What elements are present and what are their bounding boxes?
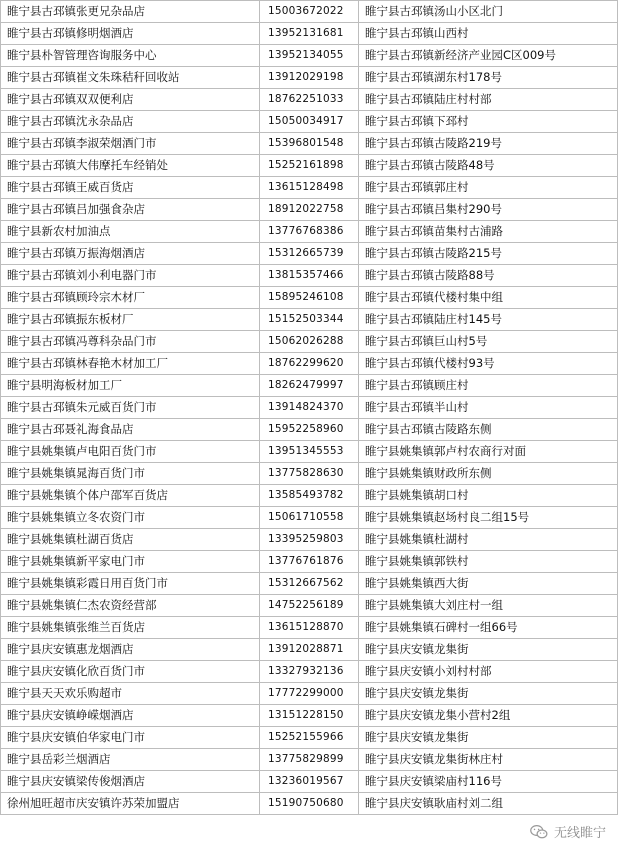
phone-cell: 15190750680 [260,793,359,815]
address-cell: 睢宁县古邳镇下邳村 [359,111,618,133]
phone-cell: 13151228150 [260,705,359,727]
phone-cell: 15061710558 [260,507,359,529]
address-cell: 睢宁县古邳镇代楼村集中组 [359,287,618,309]
table-row [1,67,618,89]
phone-cell: 13952134055 [260,45,359,67]
table-row [1,705,618,727]
phone-cell: 14752256189 [260,595,359,617]
table-row [1,243,618,265]
table-row [1,749,618,771]
shop-name-cell: 睢宁县姚集镇彩霞日用百货门市 [1,573,260,595]
shop-name-cell: 徐州旭旺超市庆安镇许苏荣加盟店 [1,793,260,815]
address-cell: 睢宁县庆安镇龙集街 [359,639,618,661]
shop-name-cell: 睢宁县古邳镇顾玲宗木材厂 [1,287,260,309]
phone-cell: 13776768386 [260,221,359,243]
shop-name-cell: 睢宁县古邳镇林春艳木材加工厂 [1,353,260,375]
shop-name-cell: 睢宁县明海板材加工厂 [1,375,260,397]
table-row [1,133,618,155]
table-row [1,551,618,573]
phone-cell: 18762251033 [260,89,359,111]
phone-cell: 15003672022 [260,1,359,23]
table-row [1,1,618,23]
table-row [1,463,618,485]
shop-name-cell: 睢宁县古邳镇刘小利电器门市 [1,265,260,287]
table-row [1,771,618,793]
address-cell: 睢宁县古邳镇郭庄村 [359,177,618,199]
phone-cell: 17772299000 [260,683,359,705]
phone-cell: 15152503344 [260,309,359,331]
address-cell: 睢宁县庆安镇龙集小营村2组 [359,705,618,727]
phone-cell: 13775828630 [260,463,359,485]
phone-cell: 15050034917 [260,111,359,133]
merchant-table-body [1,1,618,815]
table-row [1,661,618,683]
address-cell: 睢宁县庆安镇耿庙村刘二组 [359,793,618,815]
address-cell: 睢宁县古邳镇山西村 [359,23,618,45]
shop-name-cell: 睢宁县庆安镇峥嵘烟酒店 [1,705,260,727]
table-row [1,683,618,705]
table-row [1,375,618,397]
table-row [1,793,618,815]
address-cell: 睢宁县古邳镇陆庄村村部 [359,89,618,111]
phone-cell: 15312665739 [260,243,359,265]
address-cell: 睢宁县庆安镇龙集街林庄村 [359,749,618,771]
shop-name-cell: 睢宁县庆安镇梁传俊烟酒店 [1,771,260,793]
table-row [1,111,618,133]
phone-cell: 13327932136 [260,661,359,683]
address-cell: 睢宁县姚集镇郭铁村 [359,551,618,573]
address-cell: 睢宁县古邳镇代楼村93号 [359,353,618,375]
phone-cell: 15062026288 [260,331,359,353]
phone-cell: 13914824370 [260,397,359,419]
address-cell: 睢宁县古邳镇古陵路88号 [359,265,618,287]
address-cell: 睢宁县庆安镇龙集街 [359,683,618,705]
shop-name-cell: 睢宁县古邳镇沈永杂品店 [1,111,260,133]
address-cell: 睢宁县姚集镇大刘庄村一组 [359,595,618,617]
address-cell: 睢宁县姚集镇赵场村良二组15号 [359,507,618,529]
address-cell: 睢宁县古邳镇古陵路48号 [359,155,618,177]
address-cell: 睢宁县古邳镇古陵路215号 [359,243,618,265]
table-row [1,287,618,309]
watermark-text: 无线睢宁 [553,826,606,841]
table-row [1,573,618,595]
phone-cell: 15252155966 [260,727,359,749]
table-row [1,441,618,463]
shop-name-cell: 睢宁县古邳镇张更兄杂品店 [1,1,260,23]
table-row [1,45,618,67]
shop-name-cell: 睢宁县古邳聂礼海食品店 [1,419,260,441]
phone-cell: 15952258960 [260,419,359,441]
table-row [1,419,618,441]
shop-name-cell: 睢宁县庆安镇伯华家电门市 [1,727,260,749]
shop-name-cell: 睢宁县朴智管理咨询服务中心 [1,45,260,67]
shop-name-cell: 睢宁县古邳镇王威百货店 [1,177,260,199]
phone-cell: 13585493782 [260,485,359,507]
address-cell: 睢宁县古邳镇吕集村290号 [359,199,618,221]
phone-cell: 13615128498 [260,177,359,199]
address-cell: 睢宁县古邳镇陆庄村145号 [359,309,618,331]
shop-name-cell: 睢宁县古邳镇冯尊科杂品门市 [1,331,260,353]
shop-name-cell: 睢宁县古邳镇大伟摩托车经销处 [1,155,260,177]
phone-cell: 18262479997 [260,375,359,397]
table-row [1,617,618,639]
phone-cell: 13395259803 [260,529,359,551]
shop-name-cell: 睢宁县姚集镇晁海百货门市 [1,463,260,485]
shop-name-cell: 睢宁县古邳镇崔文朱珠秸秆回收站 [1,67,260,89]
phone-cell: 18762299620 [260,353,359,375]
shop-name-cell: 睢宁县庆安镇化欣百货门市 [1,661,260,683]
table-row [1,309,618,331]
shop-name-cell: 睢宁县古邳镇李淑荣烟酒门市 [1,133,260,155]
table-row [1,507,618,529]
phone-cell: 13776761876 [260,551,359,573]
address-cell: 睢宁县庆安镇小刘村村部 [359,661,618,683]
table-row [1,89,618,111]
shop-name-cell: 睢宁县姚集镇新平家电门市 [1,551,260,573]
table-row [1,331,618,353]
shop-name-cell: 睢宁县姚集镇立冬农资门市 [1,507,260,529]
shop-name-cell: 睢宁县姚集镇仁杰农资经营部 [1,595,260,617]
table-row [1,23,618,45]
table-row [1,485,618,507]
address-cell: 睢宁县姚集镇西大街 [359,573,618,595]
address-cell: 睢宁县姚集镇财政所东侧 [359,463,618,485]
phone-cell: 13615128870 [260,617,359,639]
table-row [1,221,618,243]
address-cell: 睢宁县庆安镇龙集街 [359,727,618,749]
shop-name-cell: 睢宁县姚集镇卢电阳百货门市 [1,441,260,463]
shop-name-cell: 睢宁县姚集镇张维兰百货店 [1,617,260,639]
table-row [1,177,618,199]
table-row [1,353,618,375]
address-cell: 睢宁县古邳镇汤山小区北门 [359,1,618,23]
shop-name-cell: 睢宁县古邳镇修明烟酒店 [1,23,260,45]
phone-cell: 15252161898 [260,155,359,177]
table-row [1,595,618,617]
shop-name-cell: 睢宁县岳彩兰烟酒店 [1,749,260,771]
address-cell: 睢宁县古邳镇苗集村古浦路 [359,221,618,243]
address-cell: 睢宁县古邳镇巨山村5号 [359,331,618,353]
shop-name-cell: 睢宁县姚集镇杜湖百货店 [1,529,260,551]
address-cell: 睢宁县古邳镇半山村 [359,397,618,419]
address-cell: 睢宁县庆安镇梁庙村116号 [359,771,618,793]
table-row [1,639,618,661]
shop-name-cell: 睢宁县古邳镇万振海烟酒店 [1,243,260,265]
phone-cell: 13952131681 [260,23,359,45]
shop-name-cell: 睢宁县古邳镇朱元威百货门市 [1,397,260,419]
phone-cell: 13912028871 [260,639,359,661]
table-row [1,529,618,551]
address-cell: 睢宁县姚集镇胡口村 [359,485,618,507]
phone-cell: 18912022758 [260,199,359,221]
shop-name-cell: 睢宁县古邳镇吕加强食杂店 [1,199,260,221]
table-row [1,397,618,419]
address-cell: 睢宁县古邳镇湖东村178号 [359,67,618,89]
phone-cell: 13775829899 [260,749,359,771]
address-cell: 睢宁县姚集镇杜湖村 [359,529,618,551]
table-row [1,727,618,749]
shop-name-cell: 睢宁县庆安镇惠龙烟酒店 [1,639,260,661]
address-cell: 睢宁县古邳镇古陵路东侧 [359,419,618,441]
address-cell: 睢宁县古邳镇古陵路219号 [359,133,618,155]
address-cell: 睢宁县姚集镇郭卢村农商行对面 [359,441,618,463]
shop-name-cell: 睢宁县古邳镇振东板材厂 [1,309,260,331]
watermark [530,822,606,841]
table-row [1,155,618,177]
phone-cell: 13951345553 [260,441,359,463]
phone-cell: 15312667562 [260,573,359,595]
shop-name-cell: 睢宁县新农村加油点 [1,221,260,243]
address-cell: 睢宁县古邳镇顾庄村 [359,375,618,397]
phone-cell: 15895246108 [260,287,359,309]
table-row [1,199,618,221]
wechat-icon [530,824,548,840]
table-row [1,265,618,287]
shop-name-cell: 睢宁县古邳镇双双便利店 [1,89,260,111]
address-cell: 睢宁县姚集镇石碑村一组66号 [359,617,618,639]
address-cell: 睢宁县古邳镇新经济产业园C区009号 [359,45,618,67]
phone-cell: 13912029198 [260,67,359,89]
phone-cell: 15396801548 [260,133,359,155]
phone-cell: 13236019567 [260,771,359,793]
shop-name-cell: 睢宁县姚集镇个体户邵军百货店 [1,485,260,507]
shop-name-cell: 睢宁县天天欢乐购超市 [1,683,260,705]
phone-cell: 13815357466 [260,265,359,287]
